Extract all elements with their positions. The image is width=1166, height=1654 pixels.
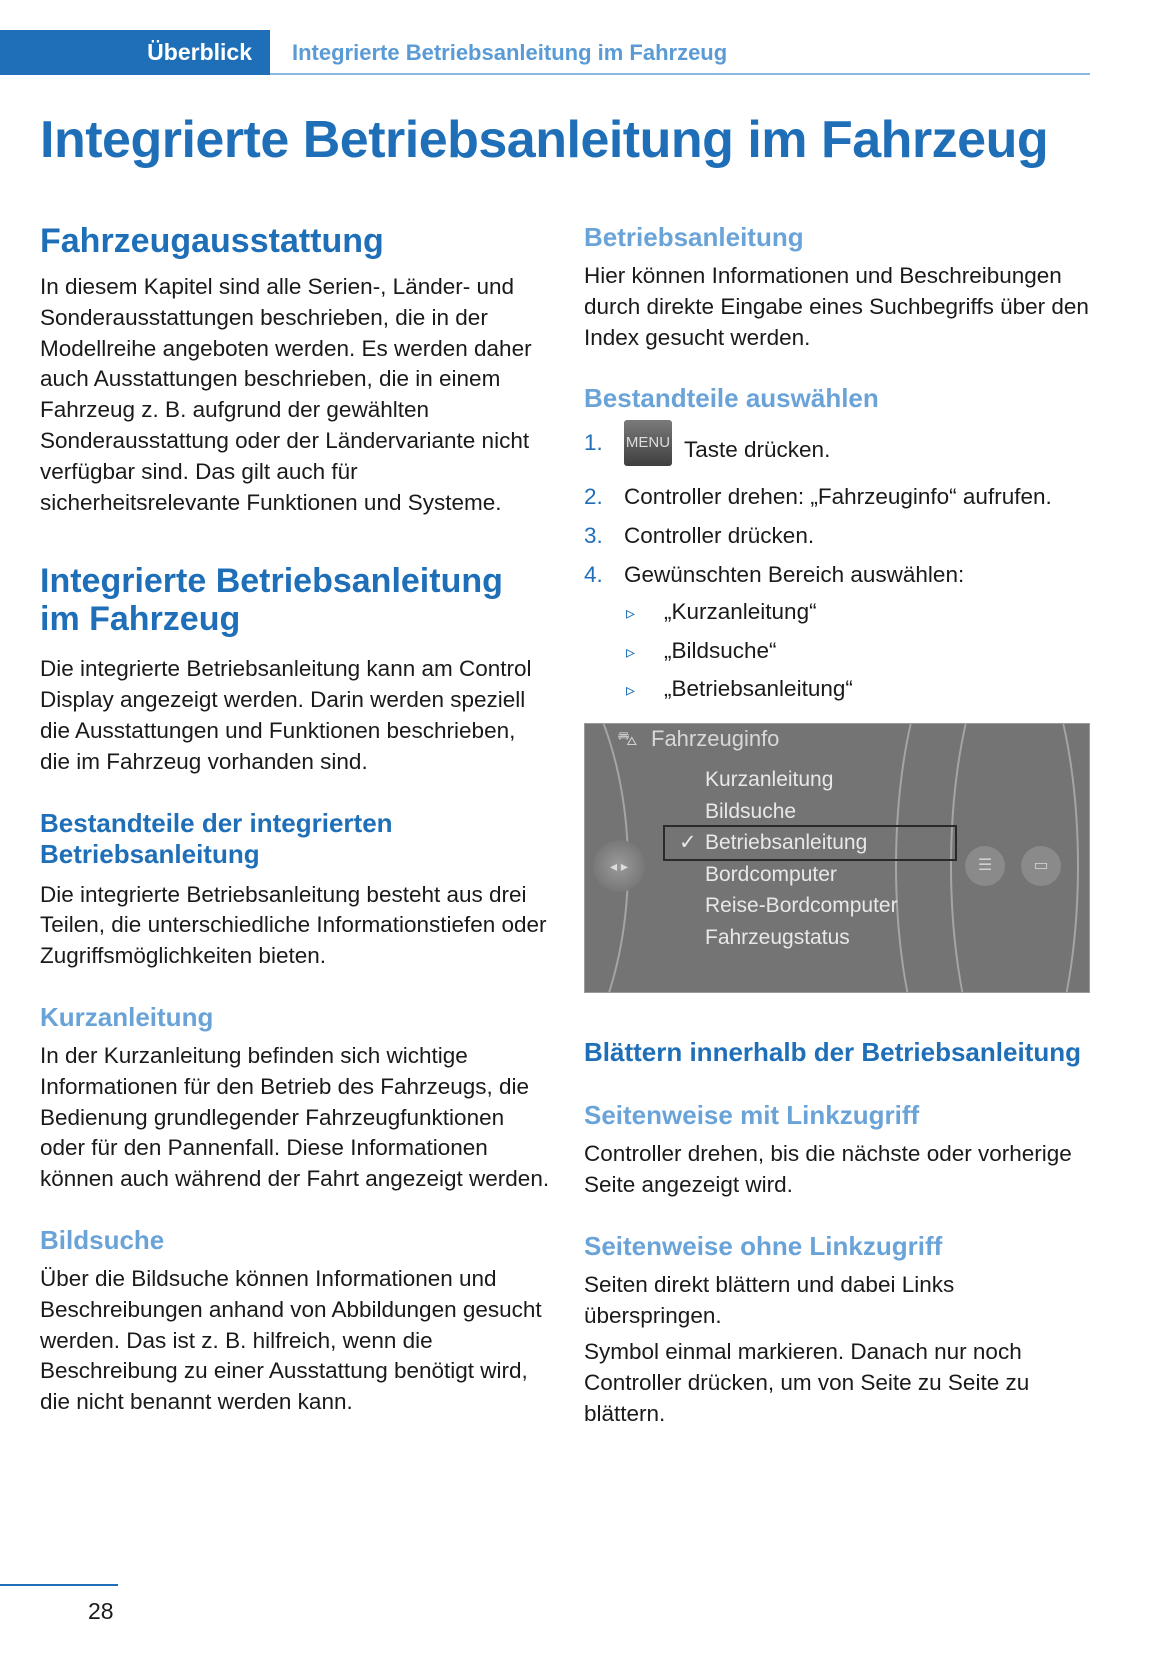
option-text: „Bildsuche“ <box>664 637 777 663</box>
heading-ohne-linkzugriff: Seitenweise ohne Linkzugriff <box>584 1230 943 1261</box>
list-item <box>584 521 1094 552</box>
screen-menu-item: Reise-Bordcomputer <box>705 894 898 918</box>
step-number: 4. <box>584 561 603 587</box>
steps-list <box>584 428 1094 705</box>
heading-betriebsanleitung: Betriebsanleitung <box>584 222 804 252</box>
list-item <box>624 636 1094 667</box>
paragraph-ohne-linkzugriff-1: Seiten direkt blättern und dabei Links überspringen. <box>584 1271 955 1328</box>
breadcrumb: Integrierte Betriebsanleitung im Fahrzeug <box>292 40 728 65</box>
heading-bildsuche: Bildsuche <box>40 1224 165 1255</box>
screen-menu-item-selected <box>665 827 955 859</box>
screen-menu-item: Bordcomputer <box>705 862 837 886</box>
screen-menu-item: Fahrzeugstatus <box>705 925 850 949</box>
footer-divider <box>0 1584 118 1586</box>
triangle-bullet-icon: ▹ <box>626 602 636 623</box>
screen-title: Fahrzeuginfo <box>651 726 780 752</box>
paragraph-bildsuche: Über die Bildsuche können Informationen und Beschreibungen anhand von Abbildungen gesucht werden. Das ist z. B. hilfreich, wenn die Beschreibung zu einer Ausstattung benötigt wird, die nicht benannt werden kann. <box>40 1265 542 1415</box>
heading-blaettern: Blättern innerhalb der Betriebsanleitung <box>584 1037 1081 1068</box>
step-text: Gewünschten Bereich auswählen: <box>624 561 965 587</box>
step-number: 3. <box>584 523 603 549</box>
heading-integrierte-betriebsanleitung: Integrierte Betriebsanleitung im Fahrzeug <box>40 562 503 639</box>
sub-options-list <box>624 597 1094 705</box>
header-tab: Überblick <box>0 30 270 75</box>
controller-knob-icon: ◂ ▸ <box>593 840 645 892</box>
list-icon: ☰ <box>965 846 1005 886</box>
step-text: Controller drücken. <box>624 523 815 549</box>
step-number: 2. <box>584 484 603 510</box>
list-item <box>624 597 1094 628</box>
option-text: „Betriebsanleitung“ <box>664 676 853 702</box>
heading-kurzanleitung: Kurzanleitung <box>40 1001 214 1032</box>
menu-button-icon: MENU <box>624 420 672 466</box>
heading-bestandteile: Bestandteile der integrierten Betriebsanleitung <box>40 807 393 869</box>
paragraph-fahrzeugausstattung: In diesem Kapitel sind alle Serien-, Länder- und Sonderausstattungen beschrieben, die in der Modellreihe angeboten werden. Es werden daher auch Ausstattungen beschrieben, die in einem Fahrzeug z. B. aufgrund der gewählten Sonderausstattung oder der Ländervariante nicht verfügbar sind. Das gilt auch für sicherheitsrelevante Funktionen und Systeme. <box>40 274 532 515</box>
triangle-bullet-icon: ▹ <box>626 641 636 662</box>
heading-mit-linkzugriff: Seitenweise mit Linkzugriff <box>584 1100 920 1131</box>
heading-fahrzeugausstattung: Fahrzeugausstattung <box>40 222 384 260</box>
screen-menu-item: Bildsuche <box>705 799 797 823</box>
checkmark-icon: ✓ <box>679 831 697 855</box>
header-divider <box>270 73 1090 75</box>
screen-menu-item: Kurzanleitung <box>705 768 834 792</box>
option-text: „Kurzanleitung“ <box>664 598 817 624</box>
step-text: Controller drehen: „Fahrzeuginfo“ aufrufen. <box>624 484 1052 510</box>
step-text: Taste drücken. <box>684 437 831 463</box>
right-column <box>584 222 1094 1430</box>
screen-menu-item-label: Betriebsanleitung <box>705 831 868 855</box>
list-item <box>584 428 1094 474</box>
car-icon: ⛍ <box>617 728 638 751</box>
triangle-bullet-icon: ▹ <box>626 680 636 701</box>
list-item <box>584 482 1094 513</box>
control-display-screenshot <box>584 723 1090 993</box>
page-title: Integrierte Betriebsanleitung im Fahrzeug <box>40 111 1049 169</box>
left-column <box>40 222 550 1418</box>
display-icon: ▭ <box>1021 846 1061 886</box>
paragraph-integrierte-betriebsanleitung: Die integrierte Betriebsanleitung kann am Control Display angezeigt werden. Darin werden speziell die Ausstattungen und Funktionen beschrieben, die im Fahrzeug vorhanden sind. <box>40 656 532 774</box>
paragraph-mit-linkzugriff: Controller drehen, bis die nächste oder vorherige Seite angezeigt wird. <box>584 1141 1072 1197</box>
paragraph-ohne-linkzugriff-2: Symbol einmal markieren. Danach nur noch Controller drücken, um von Seite zu Seite zu blättern. <box>584 1339 1030 1426</box>
heading-bestandteile-auswaehlen: Bestandteile auswählen <box>584 383 879 414</box>
list-item <box>624 674 1094 705</box>
paragraph-betriebsanleitung: Hier können Informationen und Beschreibungen durch direkte Eingabe eines Suchbegriffs über den Index gesucht werden. <box>584 263 1089 350</box>
step-number: 1. <box>584 430 603 456</box>
list-item <box>584 560 1094 705</box>
paragraph-bestandteile: Die integrierte Betriebsanleitung besteht aus drei Teilen, die unterschiedliche Informationstiefen oder Zugriffsmöglichkeiten bieten. <box>40 881 547 969</box>
page-number: 28 <box>88 1598 114 1624</box>
screen-menu <box>679 764 955 953</box>
paragraph-kurzanleitung: In der Kurzanleitung befinden sich wichtige Informationen für den Betrieb des Fahrzeugs, die Bedienung grundlegender Fahrzeugfunktionen oder für den Pannenfall. Diese Informationen können auch während der Fahrt angezeigt werden. <box>40 1042 550 1192</box>
